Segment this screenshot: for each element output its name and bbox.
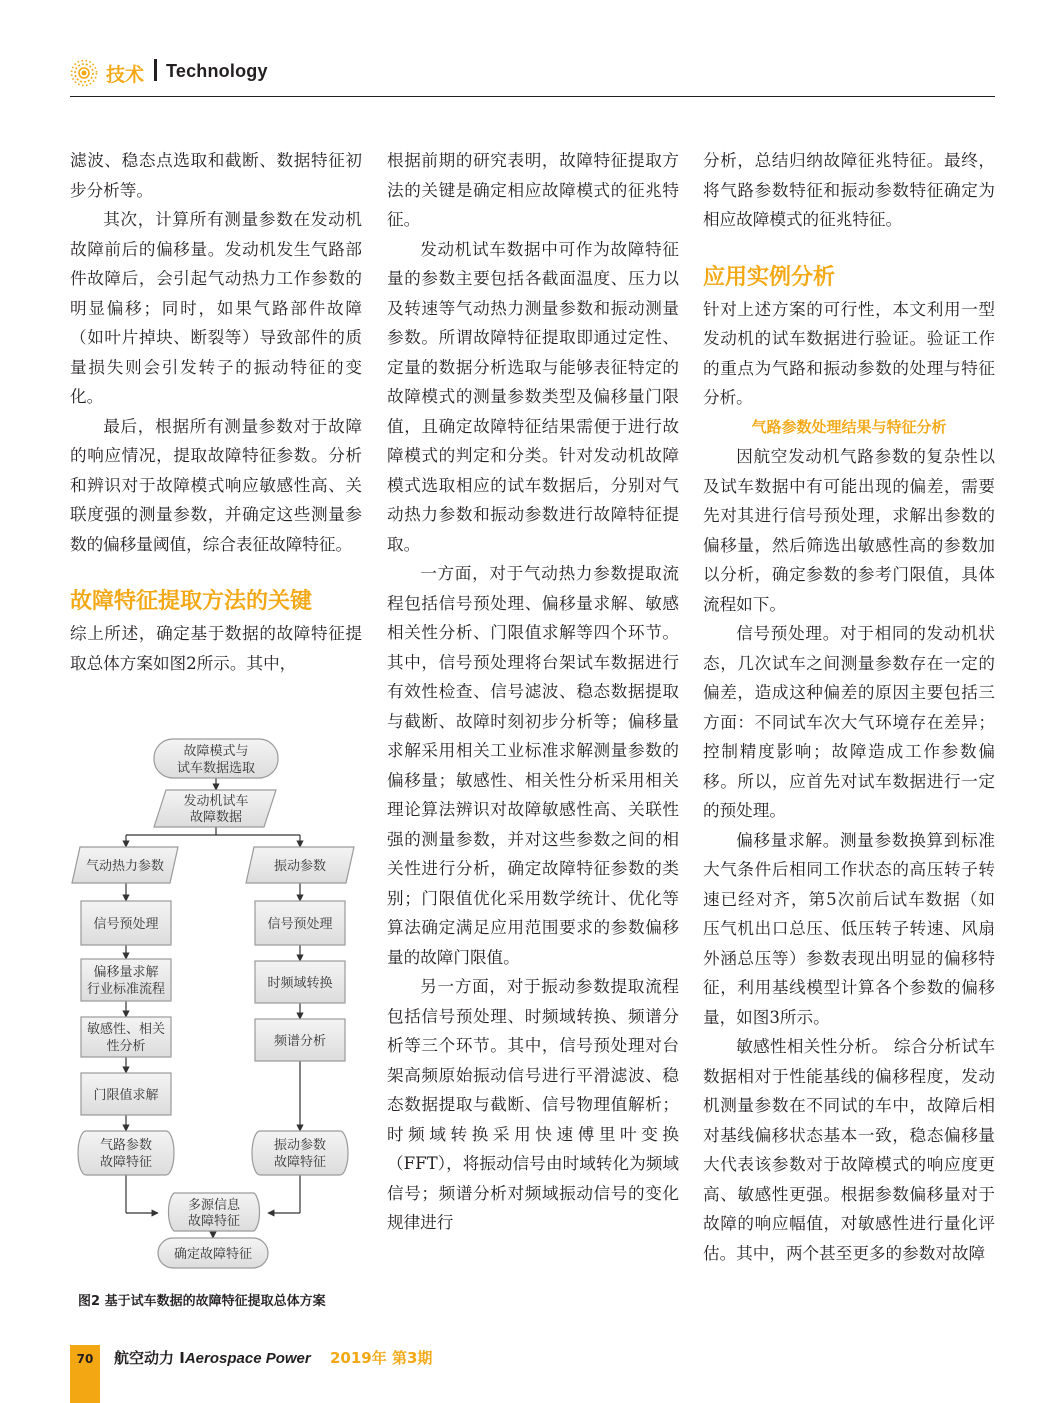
right-branch-label: 振动参数 [273,859,327,874]
paragraph: 敏感性相关性分析。 综合分析试车数据相对于性能基线的偏移程度，发动机测量参数在不同试的车中，故障后相对基线偏移状态基本一致，稳态偏移量大代表该参数对于故障模式的响应度更高、敏感性更强。根据参数偏移量对于故障的响应幅值，对敏感性进行量化评估。其中，两个甚至更多的参数对故障 [703,1037,995,1263]
l-step4-label: 门限值求解 [93,1088,159,1103]
journal-name-en: Aerospace Power [184,1350,311,1367]
journal-separator: I [179,1349,185,1367]
r-step3-label: 频谱分析 [273,1034,327,1049]
r-output-label-1: 振动参数 [273,1138,327,1153]
text-column-1 [70,146,362,678]
paragraph: 最后，根据所有测量参数对于故障的响应情况，提取故障特征参数。分析和辨识对于故障模式响应敏感性高、关联度强的测量参数，并确定这些测量参数的偏移量阈值，综合表征故障特征。 [70,416,362,554]
l-output-label-1: 气路参数 [99,1138,153,1153]
paragraph: 偏移量求解。测量参数换算到标准大气条件后相同工作状态的高压转子转速已经对齐，第5次前后试车数据（如压气机出口总压、低压转子转速、风扇外涵总压等）参数表现出明显的偏移特征，利用基线模型计算各个参数的偏移量，如图3所示。 [703,830,995,1027]
data-label-1: 发动机试车 [183,794,249,809]
section-heading: 故障特征提取方法的关键 [70,589,313,614]
text-column-3 [703,146,995,1268]
figure-2-flowchart [70,735,362,1262]
sunburst-logo-icon [70,59,98,87]
section-heading: 应用实例分析 [703,264,836,290]
journal-issue: 2019年 第3期 [329,1349,433,1367]
fusion-label-1: 多源信息 [187,1198,241,1213]
data-label-2: 故障数据 [189,810,243,825]
header-separator [154,59,157,81]
r-step2-label: 时频域转换 [267,976,333,991]
start-label-2: 试车数据选取 [176,761,256,776]
end-label: 确定故障特征 [173,1247,253,1262]
paragraph: 另一方面，对于振动参数提取流程包括信号预处理、时频域转换、频谱分析等三个环节。其中，信号预处理对台架高频原始振动信号进行平滑滤波、稳态数据提取与截断、信号物理值解析；时频域转换采用快速傅里叶变换（FFT），将振动信号由时域转化为频域信号；频谱分析对频域振动信号的变化规律进行 [387,977,679,1232]
paragraph: 一方面，对于气动热力参数提取流程包括信号预处理、偏移量求解、敏感相关性分析、门限值求解等四个环节。其中，信号预处理将台架试车数据进行有效性检查、信号滤波、稳态数据提取与截断、故障时刻初步分析等；偏移量求解采用相关工业标准求解测量参数的偏移量；敏感性、相关性分析采用相关理论算法辨识对故障敏感性高、关联性强的测量参数，并对这些参数之间的相关性进行分析，确定故障特征参数的类别；门限值优化采用数学统计、优化等算法确定满足应用范围要求的参数偏移量的故障门限值。 [387,564,679,967]
paragraph: 针对上述方案的可行性，本文利用一型发动机的试车数据进行验证。验证工作的重点为气路和振动参数的处理与特征分析。 [703,299,995,407]
figure-caption: 图2 基于试车数据的故障特征提取总体方案 [78,1294,326,1309]
paragraph: 分析，总结归纳故障征兆特征。最终，将气路参数特征和振动参数特征确定为相应故障模式的征兆特征。 [703,151,995,229]
text-column-2 [387,146,679,1238]
r-step1-label: 信号预处理 [267,917,333,932]
paragraph: 其次，计算所有测量参数在发动机故障前后的偏移量。发动机发生气路部件故障后，会引起气动热力工作参数的明显偏移；同时，如果气路部件故障（如叶片掉块、断裂等）导致部件的质量损失则会引发转子的振动特征的变化。 [70,210,362,406]
l-output-label-2: 故障特征 [99,1155,153,1170]
left-branch-label: 气动热力参数 [85,859,165,874]
r-output-label-2: 故障特征 [273,1155,327,1170]
paragraph: 综上所述，确定基于数据的故障特征提取总体方案如图2所示。其中， [70,624,362,673]
paragraph: 根据前期的研究表明，故障特征提取方法的关键是确定相应故障模式的征兆特征。 [387,151,679,229]
page-number: 70 [76,1352,94,1366]
l-step3-label-2: 性分析 [106,1039,146,1054]
paragraph: 发动机试车数据中可作为故障特征量的参数主要包括各截面温度、压力以及转速等气动热力测量参数和振动测量参数。所谓故障特征提取即通过定性、定量的数据分析选取与能够表征特定的故障模式的测量参数类型及偏移量门限值，且确定故障特征结果需便于进行故障模式的判定和分类。针对发动机故障模式选取相应的试车数据后，分别对气动热力参数和振动参数进行故障特征提取。 [387,239,679,554]
page-header [70,56,995,92]
subsection-heading: 气路参数处理结果与特征分析 [751,417,947,436]
l-step2-label-1: 偏移量求解 [93,965,159,980]
fusion-label-2: 故障特征 [187,1214,241,1229]
l-step3-label-1: 敏感性、相关 [86,1022,166,1037]
flowchart-svg [70,735,362,1275]
l-step1-label: 信号预处理 [93,917,159,932]
journal-name-cn: 航空动力 [114,1349,175,1367]
paragraph: 因航空发动机气路参数的复杂性以及试车数据中有可能出现的偏差，需要先对其进行信号预处理，求解出参数的偏移量，然后筛选出敏感性高的参数加以分析，确定参数的参考门限值，具体流程如下。 [703,447,995,614]
section-label-english: Technology [166,61,268,81]
journal-info [114,1347,432,1368]
paragraph: 滤波、稳态点选取和截断、数据特征初步分析等。 [70,151,362,200]
l-step2-label-2: 行业标准流程 [86,982,166,997]
start-label-1: 故障模式与 [183,744,249,759]
header-rule [70,96,995,97]
paragraph: 信号预处理。对于相同的发动机状态，几次试车之间测量参数存在一定的偏差，造成这种偏差的原因主要包括三方面：不同试车次大气环境存在差异；控制精度影响；故障造成工作参数偏移。所以，应首先对试车数据进行一定的预处理。 [703,624,995,820]
section-label: 技术 [106,64,145,86]
